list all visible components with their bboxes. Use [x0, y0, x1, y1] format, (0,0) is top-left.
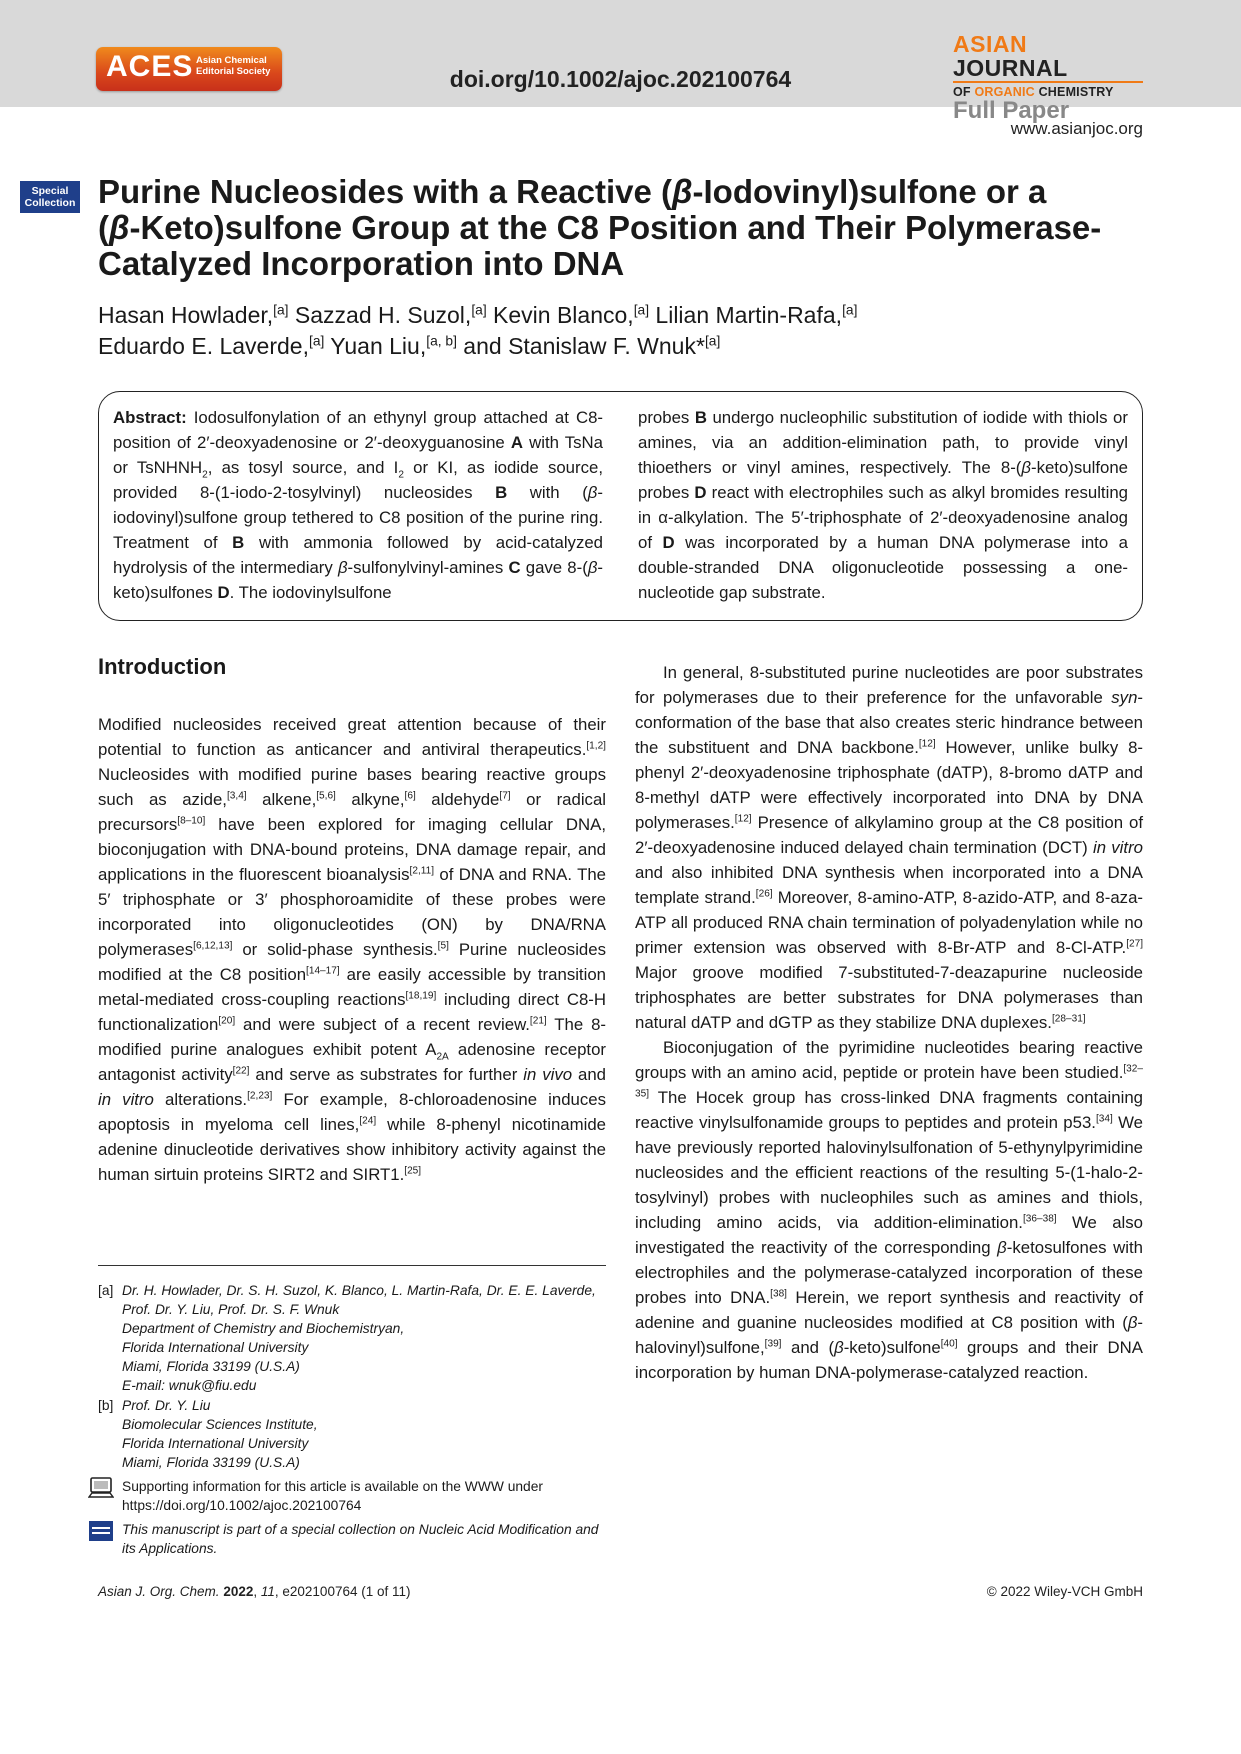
article-title	[98, 174, 1138, 282]
abstract-label: Abstract:	[113, 408, 187, 427]
text: alterations.	[153, 1090, 248, 1109]
citation[interactable]: [14–17]	[306, 965, 340, 977]
text: including direct C8-H functionalization	[98, 990, 606, 1034]
text: groups and their DNA incorporation by human DNA-polymerase-catalyzed reaction.	[635, 1338, 1143, 1382]
citation[interactable]: [2,11]	[409, 865, 435, 877]
text: alkene,	[246, 790, 317, 809]
author-name: Hasan Howlader,	[98, 302, 274, 328]
abstract-text: , as tosyl source, and I	[207, 458, 399, 477]
text: alkyne,	[335, 790, 405, 809]
special-collection-badge	[20, 181, 80, 213]
text: or radical precursors	[98, 790, 607, 834]
special-badge-line1: Special	[31, 185, 69, 197]
affiliation-mark: [a]	[704, 333, 721, 349]
journal-name-organic: ORGANIC	[974, 85, 1035, 99]
abstract-text: -sulfonylvinyl-amines	[347, 558, 509, 577]
citation[interactable]: [39]	[764, 1338, 782, 1350]
citation[interactable]: [25]	[404, 1165, 422, 1177]
text: of DNA and RNA. The 5′ triphosphate or 3′ phosphoroamidite of these probes were incorporated into oligonucleotides (ON) by DNA/RNA polymerases	[98, 865, 606, 959]
author-name: Sazzad H. Suzol,	[288, 302, 472, 328]
citation[interactable]: [22]	[232, 1065, 250, 1077]
author-name: and Stanislaw F. Wnuk*	[456, 333, 705, 359]
compound-label: D	[694, 483, 707, 502]
author-list	[98, 300, 1148, 362]
compound-label: B	[232, 533, 245, 552]
citation[interactable]: [38]	[770, 1288, 787, 1300]
intro-right-column	[635, 660, 1143, 1385]
author-name: Kevin Blanco,	[486, 302, 634, 328]
affiliation-mark: [a]	[842, 302, 858, 318]
text: Bioconjugation of the pyrimidine nucleotides bearing reactive groups with an amino acid, peptide or protein have been studied.	[635, 1038, 1143, 1082]
citation[interactable]: [5]	[437, 940, 449, 952]
text: -halovinyl)sulfone,	[635, 1313, 1143, 1357]
abstract-text: react with electrophiles such as alkyl bromides resulting in	[638, 483, 1128, 527]
text: In general, 8-substituted purine nucleotides are poor substrates for polymerases due to their preference for the unfavorable	[635, 663, 1143, 707]
text: aldehyde	[415, 790, 500, 809]
title-beta: β	[109, 209, 130, 246]
abstract-text: probes	[638, 408, 695, 427]
title-text: -Iodovinyl)sulfone or a	[692, 173, 1047, 210]
greek-symbol: β	[997, 1238, 1007, 1257]
footnote-line: Florida International University	[122, 1436, 309, 1451]
title-text: (	[98, 209, 109, 246]
footer-journal-abbr: Asian J. Org. Chem.	[98, 1584, 220, 1599]
text: Herein, we report synthesis and reactivity of adenine and guanine nucleosides modified at C8 position with (	[635, 1288, 1143, 1332]
footnote-affiliation-a	[98, 1281, 606, 1395]
abstract-text: or KI, as iodide source, provided 8-(1-iodo-2-tosylvinyl) nucleosides	[113, 458, 603, 502]
text: and	[572, 1065, 606, 1084]
footnote-tag: [a]	[98, 1283, 114, 1298]
citation[interactable]: [36–38]	[1022, 1213, 1057, 1225]
citation[interactable]: [8–10]	[177, 815, 206, 827]
footnote-line: Miami, Florida 33199 (U.S.A)	[122, 1455, 300, 1470]
page-footer-citation: Asian J. Org. Chem. 2022, 11, e202100764 (1 of 11)	[98, 1584, 411, 1599]
affiliation-mark: [a]	[471, 302, 487, 318]
citation[interactable]: [21]	[529, 1015, 547, 1027]
text: are easily accessible by transition metal-mediated cross-coupling reactions	[98, 965, 606, 1009]
title-beta: β	[672, 173, 693, 210]
abstract-text: -iodovinyl)sulfone group tethered to C8 position of the purine ring. Treatment of	[113, 483, 603, 552]
compound-label: C	[508, 558, 521, 577]
journal-name-chemistry: CHEMISTRY	[1038, 85, 1114, 99]
abstract-left-column	[113, 405, 603, 605]
italic-term: syn	[1111, 688, 1138, 707]
journal-website-link[interactable]: www.asianjoc.org	[1010, 119, 1143, 138]
italic-term: in vitro	[98, 1090, 154, 1109]
abstract-text: with (	[507, 483, 588, 502]
text: For example, 8-chloroadenosine induces apoptosis in myeloma cell lines,	[98, 1090, 606, 1134]
text: Major groove modified 7-substituted-7-deazapurine nucleoside triphosphates are better substrates for DNA polymerases than natural dATP and dGTP as they stabilize DNA duplexes.	[635, 963, 1143, 1032]
citation[interactable]: [40]	[940, 1338, 958, 1350]
abstract-text: undergo nucleophilic substitution of iodide with thiols or amines, via an addition-elimination path, to provide vinyl thioethers or vinyl amines, respectively. The 8-(	[638, 408, 1128, 477]
text: The Hocek group has cross-linked DNA fragments containing reactive vinylsulfonamide groups to peptides and protein p53.	[635, 1088, 1143, 1132]
compound-label: D	[217, 583, 230, 602]
compound-label: D	[662, 533, 675, 552]
article-doi[interactable]: doi.org/10.1002/ajoc.202100764	[449, 66, 792, 92]
citation[interactable]: [1,2]	[586, 740, 606, 752]
citation[interactable]: [20]	[218, 1015, 236, 1027]
footnote-line: Department of Chemistry and Biochemistryan,	[122, 1321, 405, 1336]
aces-logo-subtitle: Asian Chemical Editorial Society	[196, 55, 271, 77]
aces-logo-word: ACES	[106, 50, 194, 83]
citation[interactable]: [26]	[755, 888, 773, 900]
special-collection-icon	[88, 1520, 114, 1542]
text: while 8-phenyl nicotinamide adenine dinucleotide derivatives show inhibitory activity against the human sirtuin proteins SIRT2 and SIRT1.	[98, 1115, 606, 1184]
journal-name-of: OF	[953, 85, 971, 99]
affiliation-mark: [a, b]	[426, 333, 457, 349]
greek-symbol: β	[587, 483, 598, 502]
footer-volume: 11	[260, 1584, 275, 1599]
abstract-right-column	[638, 405, 1128, 605]
special-collection-text: This manuscript is part of a special collection on Nucleic Acid Modification and its Applications.	[122, 1522, 599, 1556]
text: The 8-modified purine analogues exhibit potent A	[98, 1015, 606, 1059]
citation[interactable]: [27]	[1126, 938, 1143, 950]
abstract-text: Iodosulfonylation of an ethynyl group attached at C8-position of 2′-deoxyadenosine or 2′-deoxyguanosine	[113, 408, 603, 452]
compound-label: B	[694, 408, 707, 427]
affiliation-mark: [a]	[308, 333, 325, 349]
intro-left-column	[98, 712, 606, 1187]
footnote-tag: [b]	[98, 1398, 114, 1413]
journal-name-journal: JOURNAL	[953, 55, 1068, 81]
text: and serve as substrates for further	[249, 1065, 524, 1084]
text: -keto)sulfone	[843, 1338, 941, 1357]
special-collection-note	[88, 1520, 606, 1558]
section-heading-introduction: Introduction	[98, 654, 227, 679]
text: adenosine receptor antagonist activity	[98, 1040, 606, 1084]
text: Moreover, 8-amino-ATP, 8-azido-ATP, and 8-aza-ATP all produced RNA chain termination of polyadenylation while no primer extension was observed with 8-Br-ATP and 8-Cl-ATP.	[635, 888, 1143, 957]
citation[interactable]: [6,12,13]	[193, 940, 233, 952]
citation[interactable]: [18,19]	[405, 990, 437, 1002]
title-text: Purine Nucleosides with a Reactive (	[98, 173, 673, 210]
citation[interactable]: [32–35]	[635, 1063, 1143, 1100]
text: We have previously reported halovinylsulfonation of 5-ethynylpyrimidine nucleosides and the efficient reactions of the resulting 5-(1-halo-2-tosylvinyl) probes with nucleophiles such as amines and thiols, including amino acids, via addition-elimination.	[635, 1113, 1143, 1232]
citation[interactable]: [12]	[918, 738, 936, 750]
citation[interactable]: [5,6]	[316, 790, 336, 802]
affiliation-mark: [a]	[633, 302, 650, 318]
footnote-email[interactable]: E-mail: wnuk@fiu.edu	[122, 1378, 257, 1393]
footnote-line: Miami, Florida 33199 (U.S.A)	[122, 1359, 300, 1374]
citation[interactable]: [12]	[734, 813, 752, 825]
greek-symbol: β	[1127, 1313, 1138, 1332]
author-name: Lilian Martin-Rafa,	[649, 302, 843, 328]
text: Nucleosides with modified purine bases bearing reactive groups such as azide,	[98, 765, 606, 809]
subscript: 2	[398, 469, 404, 481]
text: -ketosulfones with electrophiles and the polymerase-catalyzed incorporation of these probes into DNA.	[635, 1238, 1143, 1307]
footnote-affiliation-b	[98, 1396, 606, 1472]
citation[interactable]: [34]	[1095, 1113, 1113, 1125]
citation[interactable]: [28–31]	[1051, 1013, 1086, 1025]
footnote-line: Florida International University	[122, 1340, 309, 1355]
author-name: Yuan Liu,	[324, 333, 427, 359]
compound-label: B	[495, 483, 508, 502]
footnote-line: Dr. H. Howlader, Dr. S. H. Suzol, K. Blanco, L. Martin-Rafa, Dr. E. E. Laverde,	[122, 1283, 596, 1298]
text: and were subject of a recent review.	[235, 1015, 530, 1034]
text: and (	[781, 1338, 835, 1357]
text: However, unlike bulky 8-phenyl 2′-deoxyadenosine triphosphate (dATP), 8-bromo dATP and 8-methyl dATP were effectively incorporated into DNA by DNA polymerases.	[635, 738, 1143, 832]
footnote-line: Biomolecular Sciences Institute,	[122, 1417, 318, 1432]
text: have been explored for imaging cellular DNA, bioconjugation with DNA-bound proteins, DNA damage repair, and applications in the fluorescent bioanalysis	[98, 815, 606, 884]
italic-term: in vitro	[1093, 838, 1143, 857]
abstract-text: -keto)sulfone probes	[638, 458, 1128, 502]
greek-symbol: β	[587, 558, 598, 577]
page-footer-copyright: © 2022 Wiley-VCH GmbH	[986, 1584, 1143, 1599]
citation[interactable]: [3,4]	[226, 790, 247, 802]
article-type: Full Paper	[953, 97, 1070, 124]
computer-icon	[88, 1477, 114, 1499]
footnote-line: Prof. Dr. Y. Liu, Prof. Dr. S. F. Wnuk	[122, 1302, 340, 1317]
title-text: -Keto)sulfone Group at the C8 Position and Their Polymerase-	[129, 209, 1102, 246]
footnote-rule	[98, 1265, 606, 1266]
greek-symbol: β	[834, 1338, 844, 1357]
subscript: 2A	[436, 1051, 449, 1063]
supporting-info-note	[88, 1477, 606, 1515]
greek-symbol: β	[337, 558, 348, 577]
supporting-info-text[interactable]: Supporting information for this article is available on the WWW under https://doi.org/10.1002/ajoc.202100764	[122, 1479, 543, 1513]
greek-symbol: α	[658, 508, 668, 527]
text: Purine nucleosides modified at the C8 position	[98, 940, 606, 984]
abstract-box	[98, 391, 1143, 621]
text: We also investigated the reactivity of the corresponding	[635, 1213, 1144, 1257]
abstract-text: with TsNa or TsNHNH	[113, 433, 603, 477]
abstract-text: with ammonia followed by acid-catalyzed hydrolysis of the intermediary	[113, 533, 604, 577]
author-name: Eduardo E. Laverde,	[98, 333, 309, 359]
abstract-text: gave 8-(	[520, 558, 588, 577]
citation[interactable]: [7]	[499, 790, 511, 802]
subscript: 2	[202, 469, 208, 481]
text: -conformation of the base that also creates steric hindrance between the substituent and DNA backbone.	[635, 688, 1143, 757]
journal-logo	[953, 32, 1143, 123]
affiliation-mark: [a]	[273, 302, 289, 318]
citation[interactable]: [24]	[359, 1115, 377, 1127]
journal-name-asian: ASIAN	[953, 31, 1028, 57]
title-text: Catalyzed Incorporation into DNA	[98, 245, 625, 282]
footer-article-number: , e202100764 (1 of 11)	[274, 1584, 411, 1599]
compound-label: A	[510, 433, 523, 452]
abstract-text: . The iodovinylsulfone	[229, 583, 392, 602]
intro-paragraph-3	[635, 1035, 1143, 1385]
text: and also inhibited DNA synthesis when incorporated into a DNA template strand.	[635, 863, 1143, 907]
footer-year: 2022	[223, 1584, 254, 1599]
footnote-line: Prof. Dr. Y. Liu	[122, 1398, 211, 1413]
citation[interactable]: [6]	[404, 790, 416, 802]
abstract-text: was incorporated by a human DNA polymerase into a double-stranded DNA oligonucleotide possessing a one-nucleotide gap substrate.	[638, 533, 1128, 602]
italic-term: in vivo	[523, 1065, 573, 1084]
text: Modified nucleosides received great attention because of their potential to function as anticancer and antiviral therapeutics.	[98, 715, 606, 759]
text: Presence of alkylamino group at the C8 position of 2′-deoxyadenosine induced delayed chain termination (DCT)	[635, 813, 1143, 857]
journal-rule	[953, 81, 1143, 83]
abstract-text: -alkylation. The 5′-triphosphate of 2′-deoxyadenosine analog of	[638, 508, 1128, 552]
intro-paragraph-1	[98, 712, 606, 1187]
citation[interactable]: [2,23]	[247, 1090, 273, 1102]
special-badge-line2: Collection	[24, 197, 76, 209]
text: or solid-phase synthesis.	[232, 940, 438, 959]
greek-symbol: β	[1021, 458, 1031, 477]
abstract-text: -keto)sulfones	[113, 558, 603, 602]
intro-paragraph-2	[635, 660, 1143, 1035]
